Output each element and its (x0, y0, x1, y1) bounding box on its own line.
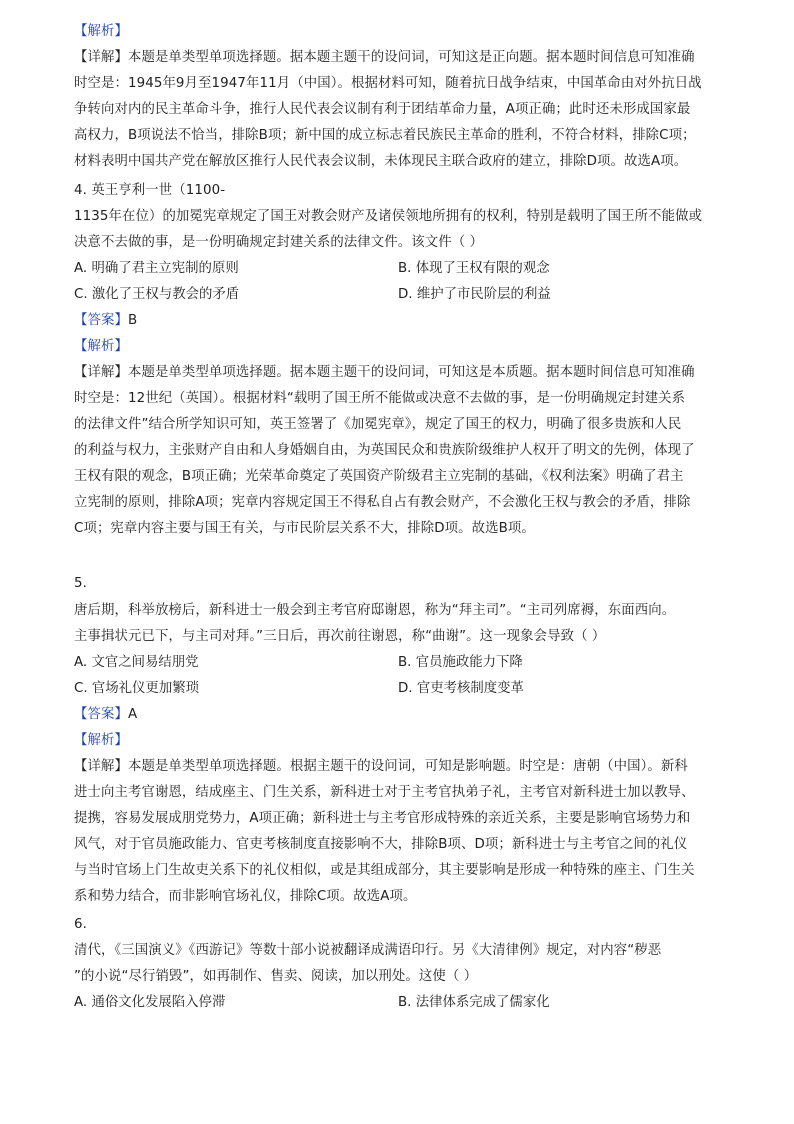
q5-option-c: C. 官场礼仪更加繁琐 (74, 681, 199, 696)
q4-detail-line-3: 的法律文件”结合所学知识可知，英王签署了《加冕宪章》，规定了国王的权力，明确了很多贵族和人民 (74, 417, 682, 432)
q4-option-b: B. 体现了王权有限的观念 (398, 261, 550, 276)
q4-detail-line-4: 的利益与权力，主张财产自由和人身婚姻自由，为英国民众和贵族阶级维护人权开了明文的先例，体现了 (74, 443, 695, 458)
q4-detail-line-6: 立宪制的原则，排除A项；宪章内容规定国王不得私自占有教会财产，不会激化王权与教会的矛盾，排除 (74, 495, 691, 510)
q4-answer-label: 【答案】 (74, 313, 128, 328)
q4-answer-value: B (127, 313, 138, 328)
q5-detail-line-3: 提携，容易发展成朋党势力，A项正确；新科进士与主考官形成特殊的亲近关系，主要是影响官场势力和 (74, 811, 691, 826)
q4-detail-line-5: 王权有限的观念，B项正确；光荣革命奠定了英国资产阶级君主立宪制的基础，《权利法案》明确了君主 (74, 469, 684, 484)
q5-detail-line-2: 进士向主考官谢恩，结成座主、门生关系，新科进士对于主考官执弟子礼，主考官对新科进士加以教导、 (74, 785, 695, 800)
q4-stem-line-1: 4. 英王亨利一世（1100- (74, 183, 226, 198)
q4-option-a: A. 明确了君主立宪制的原则 (74, 261, 239, 276)
q4-option-c: C. 激化了王权与教会的矛盾 (74, 287, 240, 302)
q5-stem-line-2: 主事揖状元已下，与主司对拜。”三日后，再次前往谢恩，称“曲谢”。这一现象会导致（ ） (74, 629, 606, 644)
q5-option-b: B. 官员施政能力下降 (398, 655, 523, 670)
q4-detail-line-2: 时空是：12世纪（英国）。根据材料“载明了国王所不能做或决意不去做的事，是一份明确规定封建关系 (74, 391, 686, 406)
q3-detail-line-2: 时空是：1945年9月至1947年11月（中国）。根据材料可知，随着抗日战争结束，中国革命由对外抗日战 (74, 76, 702, 91)
q5-answer-label: 【答案】 (74, 707, 128, 722)
q5-detail-line-4: 风气，对于官员施政能力、官吏考核制度直接影响不大，排除B项、D项；新科进士与主考官之间的礼仪 (74, 837, 688, 852)
q4-detail-line-7: C项；宪章内容主要与国王有关，与市民阶层关系不大，排除D项。故选B项。 (74, 521, 535, 536)
q5-answer (74, 705, 137, 725)
q4-option-d: D. 维护了市民阶层的利益 (398, 287, 551, 302)
q5-number: 5. (74, 576, 87, 591)
q6-stem-line-1: 清代，《三国演义》《西游记》等数十部小说被翻译成满语印行。另《大清律例》规定，对内容“秽恶 (74, 943, 662, 958)
q3-analysis-label: 【解析】 (74, 24, 128, 39)
q5-detail-line-5: 与当时官场上门生故吏关系下的礼仪相似，或是其组成部分，其主要影响是形成一种特殊的座主、门生关 (74, 863, 695, 878)
q4-stem-line-3: 决意不去做的事，是一份明确规定封建关系的法律文件。该文件（ ） (74, 235, 484, 250)
q5-answer-value: A (127, 707, 138, 722)
q4-answer (74, 311, 137, 331)
q4-analysis-label: 【解析】 (74, 339, 128, 354)
q3-detail-line-1: 【详解】本题是单类型单项选择题。据本题主题干的设问词，可知这是正向题。据本题时间信息可知准确 (74, 50, 695, 65)
q6-number: 6. (74, 917, 87, 932)
q5-detail-line-6: 系和势力结合，而非影响官场礼仪，排除C项。故选A项。 (74, 889, 417, 904)
q5-stem-line-1: 唐后期，科举放榜后，新科进士一般会到主考官府邸谢恩，称为“拜主司”。“主司列席褥，东面西向。 (74, 603, 676, 618)
q3-detail-line-4: 高权力，B项说法不恰当，排除B项；新中国的成立标志着民族民主革命的胜利，不符合材料，排除C项； (74, 128, 696, 143)
q4-detail-line-1: 【详解】本题是单类型单项选择题。据本题主题干的设问词，可知这是本质题。据本题时间信息可知准确 (74, 365, 695, 380)
q3-detail-line-3: 争转向对内的民主革命斗争，推行人民代表会议制有利于团结革命力量，A项正确；此时还未形成国家最 (74, 102, 691, 117)
q6-option-b: B. 法律体系完成了儒家化 (398, 995, 550, 1010)
q5-analysis-label: 【解析】 (74, 733, 128, 748)
q6-option-a: A. 通俗文化发展陷入停滞 (74, 995, 226, 1010)
q5-detail-line-1: 【详解】本题是单类型单项选择题。根据主题干的设问词，可知是影响题。时空是：唐朝（中国）。新科 (74, 759, 688, 774)
q5-option-d: D. 官吏考核制度变革 (398, 681, 524, 696)
q3-detail-line-5: 材料表明中国共产党在解放区推行人民代表会议制，未体现民主联合政府的建立，排除D项。故选A项。 (74, 154, 688, 169)
q5-option-a: A. 文官之间易结朋党 (74, 655, 199, 670)
q4-stem-line-2: 1135年在位）的加冕宪章规定了国王对教会财产及诸侯领地所拥有的权利，特别是载明了国王所不能做或 (74, 209, 703, 224)
q6-stem-line-2: ”的小说“尽行销毁”，如再制作、售卖、阅读，加以刑处。这使（ ） (74, 969, 478, 984)
